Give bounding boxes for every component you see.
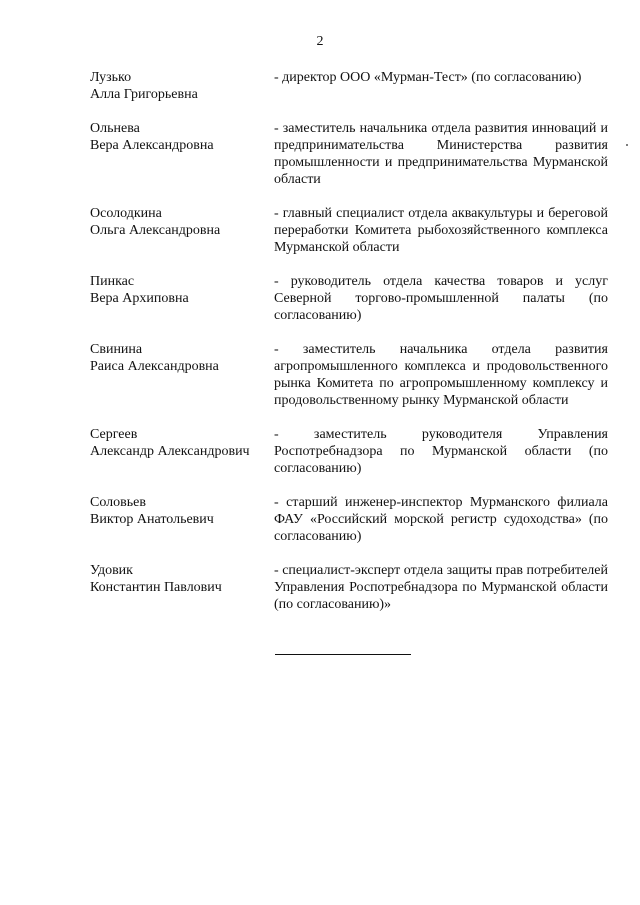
member-given-name: Вера Александровна bbox=[90, 138, 214, 153]
member-role: - заместитель начальника отдела развития агропромышленного комплекса и продовольственного рынка Комитета по агропромышленному комплексу и продовольственному рынку Мурманской области bbox=[274, 342, 608, 408]
list-item bbox=[90, 205, 610, 256]
member-given-name: Константин Павлович bbox=[90, 580, 222, 595]
member-surname: Осолодкина bbox=[90, 206, 162, 221]
member-name bbox=[90, 69, 274, 103]
member-name bbox=[90, 273, 274, 324]
list-item bbox=[90, 494, 610, 545]
member-role: - руководитель отдела качества товаров и услуг Северной торгово-промышленной палаты (по согласованию) bbox=[274, 274, 608, 323]
list-item bbox=[90, 426, 610, 477]
member-role: - старший инженер-инспектор Мурманского филиала ФАУ «Российский морской регистр судоходства» (по согласованию) bbox=[274, 495, 608, 544]
member-role: - заместитель начальника отдела развития инноваций и предпринимательства Министерства развития промышленности и предпринимательства Мурманской области bbox=[274, 121, 608, 187]
page-number: 2 bbox=[316, 34, 324, 49]
member-surname: Ольнева bbox=[90, 121, 140, 136]
member-role: - заместитель руководителя Управления Роспотребнадзора по Мурманской области (по согласованию) bbox=[274, 427, 608, 476]
member-role: - главный специалист отдела аквакультуры и береговой переработки Комитета рыбохозяйственного комплекса Мурманской области bbox=[274, 206, 608, 255]
member-given-name: Александр Александрович bbox=[90, 444, 250, 459]
member-surname: Свинина bbox=[90, 342, 143, 357]
member-surname: Сергеев bbox=[90, 427, 138, 442]
member-name bbox=[90, 120, 274, 188]
member-list bbox=[90, 69, 610, 630]
member-role: - директор ООО «Мурман-Тест» (по согласованию) bbox=[274, 70, 582, 85]
member-given-name: Алла Григорьевна bbox=[90, 87, 198, 102]
end-divider bbox=[275, 654, 411, 655]
scan-speck bbox=[626, 144, 628, 146]
member-given-name: Виктор Анатольевич bbox=[90, 512, 214, 527]
member-name bbox=[90, 341, 274, 409]
member-given-name: Ольга Александровна bbox=[90, 223, 221, 238]
member-surname: Удовик bbox=[90, 563, 133, 578]
member-surname: Соловьев bbox=[90, 495, 146, 510]
list-item bbox=[90, 69, 610, 103]
member-name bbox=[90, 494, 274, 545]
member-name bbox=[90, 205, 274, 256]
member-surname: Пинкас bbox=[90, 274, 135, 289]
member-role: - специалист-эксперт отдела защиты прав потребителей Управления Роспотребнадзора по Мурманской области (по согласованию)» bbox=[274, 563, 608, 612]
member-surname: Лузько bbox=[90, 70, 132, 85]
member-name bbox=[90, 426, 274, 477]
member-name bbox=[90, 562, 274, 613]
list-item bbox=[90, 341, 610, 409]
list-item bbox=[90, 273, 610, 324]
list-item bbox=[90, 562, 610, 613]
member-given-name: Вера Архиповна bbox=[90, 291, 189, 306]
member-given-name: Раиса Александровна bbox=[90, 359, 219, 374]
list-item bbox=[90, 120, 610, 188]
